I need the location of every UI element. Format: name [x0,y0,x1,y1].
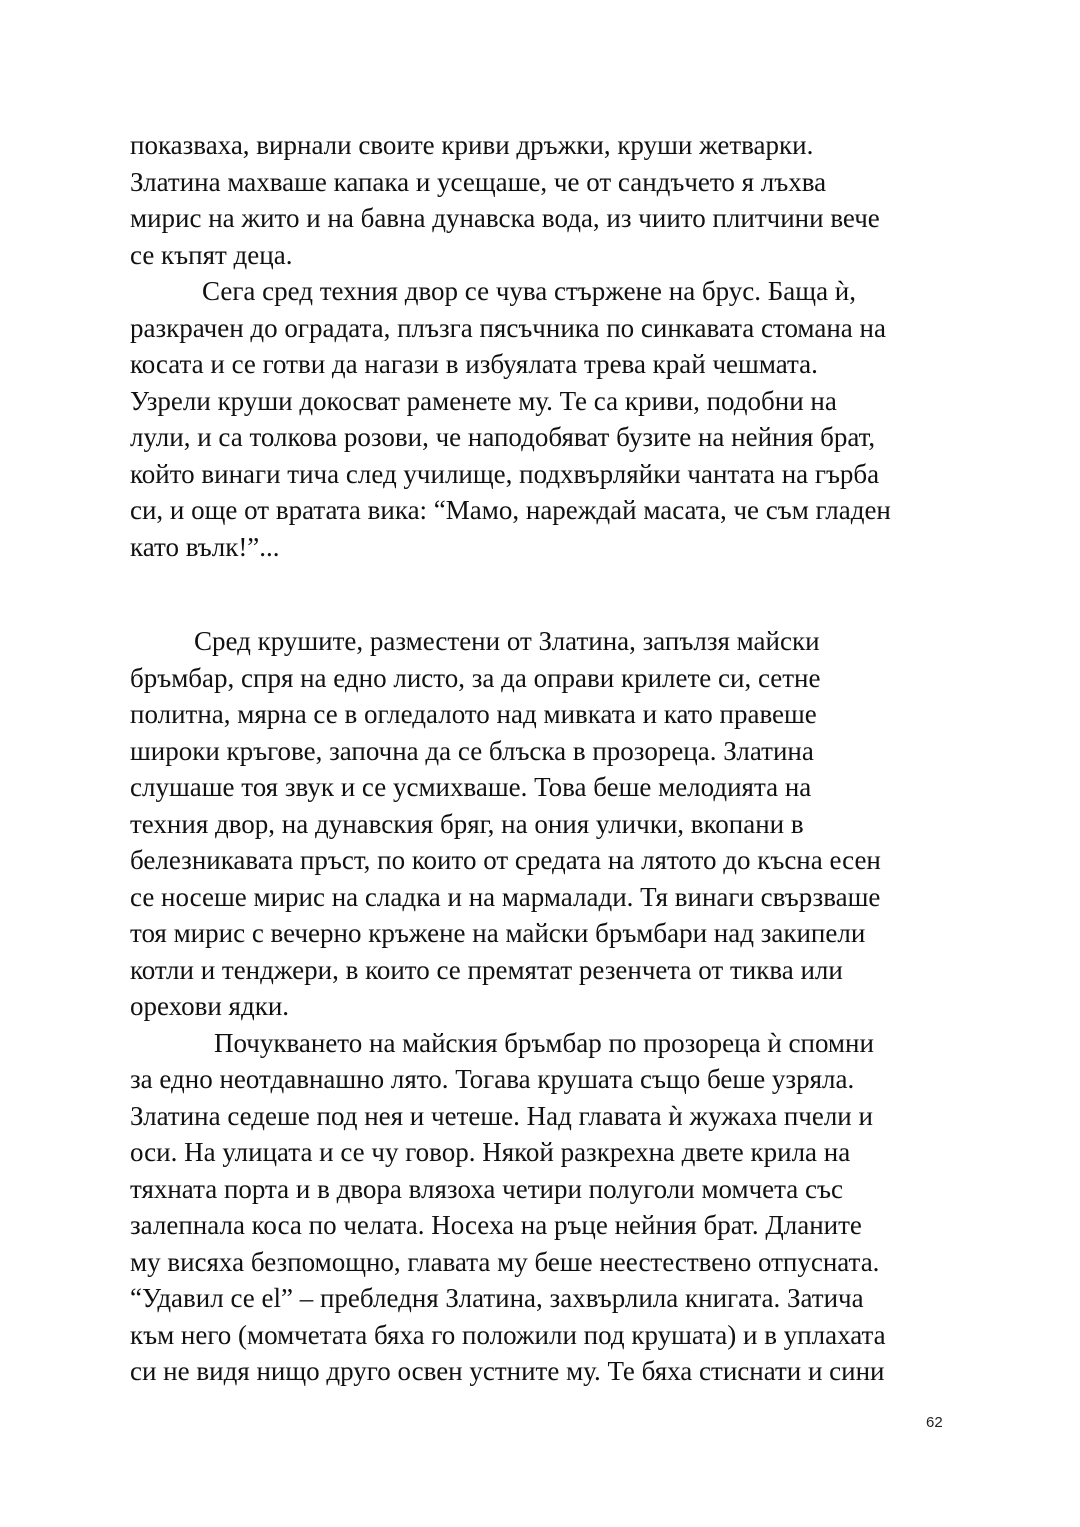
text-line: разкрачен до оградата, плъзга пясъчника по синкавата стомана на [130,312,886,343]
text-line: който винаги тича след училище, подхвърляйки чантата на гърба [130,458,880,489]
page-number: 62 [926,1414,943,1431]
text-section-bottom [130,623,960,1390]
text-line: му висяха безпомощно, главата му беше неестествено отпусната. [130,1246,880,1277]
text-line: Почукването на майския бръмбар по прозореца ѝ спомни [214,1027,874,1058]
text-line: бръмбар, спря на едно листо, за да оправи крилете си, сетне [130,662,821,693]
paragraph-1 [130,127,960,273]
paragraph-2 [130,273,960,565]
text-line: Узрели круши докосват раменете му. Те са криви, подобни на [130,385,837,416]
text-line: тоя мирис с вечерно кръжене на майски бръмбари над закипели [130,918,866,948]
text-line: орехови ядки. [130,991,290,1021]
text-line: Сред крушите, разместени от Златина, запълзя майски [194,626,820,656]
paragraph-3 [130,623,960,1025]
text-line: “Удавил се еl” – пребледня Златина, захвърлила книгата. Затича [130,1283,864,1313]
text-line: косата и се готви да нагази в избуялата трева край чешмата. [130,349,818,379]
text-line: Златина махваше капака и усещаше, че от сандъчето я лъхва [130,166,827,197]
text-line: мирис на жито и на бавна дунавска вода, из чиито плитчини вече [130,203,880,233]
text-line: политна, мярна се в огледалото над мивката и като правеше [130,699,817,729]
text-line: показваха, вирнали своите криви дръжки, круши жетварки. [130,130,814,160]
text-line: за едно неотдавнашно лято. Тогава крушата също беше узряла. [130,1064,855,1094]
text-line: котли и тенджери, в които се премятат резенчета от тиква или [130,954,843,985]
text-line: лули, и са толкова розови, че наподобяват бузите на нейния брат, [130,422,876,452]
text-line: си, и още от вратата вика: “Мамо, нареждай масата, че съм гладен [130,495,891,525]
text-section-top [130,127,960,565]
text-line: слушаше тоя звук и се усмихваше. Това беше мелодията на [130,772,812,802]
text-line: се къпят деца. [130,239,293,270]
text-line: техния двор, на дунавския бряг, на ония улички, вкопани в [130,808,804,839]
paragraph-4 [130,1025,960,1390]
text-line: тяхната порта и в двора влязоха четири полуголи момчета със [130,1173,843,1204]
text-line: широки кръгове, започна да се блъска в прозореца. Златина [130,735,814,766]
text-line: като вълк!”... [130,531,280,562]
text-line: се носеше мирис на сладка и на мармалади. Тя винаги свързваше [130,881,881,912]
text-line: белезникавата пръст, по които от средата на лятото до късна есен [130,845,881,875]
text-line: към него (момчетата бяха го положили под крушата) и в уплахата [130,1319,886,1350]
text-line: Сега сред техния двор се чува стържене на брус. Баща ѝ, [202,276,856,306]
text-line: Златина седеше под нея и четеше. Над главата ѝ жужаха пчели и [130,1100,873,1131]
text-line: залепнала коса по челата. Носеха на ръце нейния брат. Дланите [130,1210,862,1240]
text-line: оси. На улицата и се чу говор. Някой разкрехна двете крила на [130,1137,851,1167]
text-line: си не видя нищо друго освен устните му. Те бяха стиснати и сини [130,1356,885,1386]
